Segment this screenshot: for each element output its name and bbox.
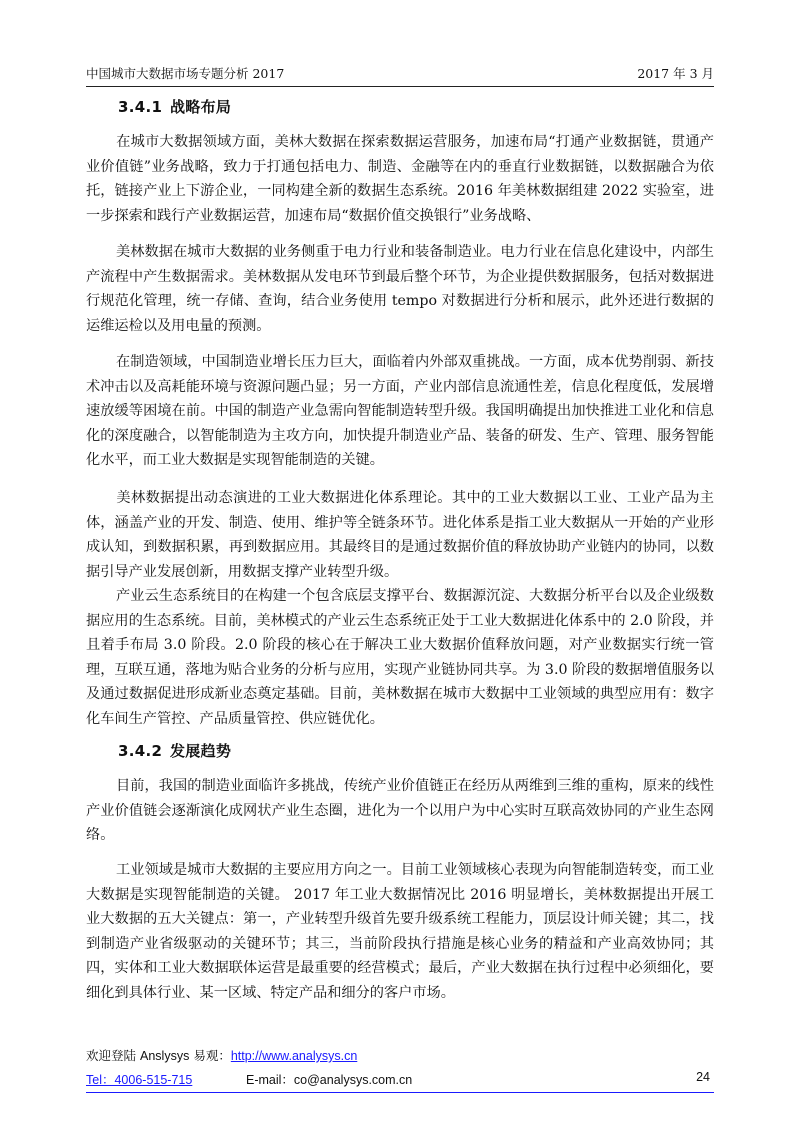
page-number: 24: [696, 1070, 710, 1084]
paragraph: 美林数据提出动态演进的工业大数据进化体系理论。其中的工业大数据以工业、工业产品为主体，涵盖产业的开发、制造、使用、维护等全链条环节。进化体系是指工业大数据从一开始的产业形成认知，到数据积累，再到数据应用。其最终目的是通过数据价值的释放协助产业链内的协同，以数据引导产业发展创新，用数据支撑产业转型升级。: [86, 490, 714, 580]
footer-url-link[interactable]: http://www.analysys.cn: [230, 1049, 358, 1063]
footer-tel-link[interactable]: Tel：4006-515-715: [86, 1073, 193, 1087]
section-title: 发展趋势: [170, 742, 232, 760]
header-title: 中国城市大数据市场专题分析 2017: [86, 66, 285, 81]
paragraph: 在制造领域，中国制造业增长压力巨大，面临着内外部双重挑战。一方面，成本优势削弱、新技术冲击以及高耗能环境与资源问题凸显；另一方面，产业内部信息流通性差，信息化程度低，发展增速放缓等困境在前。中国的制造产业急需向智能制造转型升级。我国明确提出加快推进工业化和信息化的深度融合，以智能制造为主攻方向，加快提升制造业产品、装备的研发、生产、管理、服务智能化水平，而工业大数据是实现智能制造的关键。: [86, 354, 714, 469]
footer-brand: Anslysys: [140, 1049, 190, 1063]
page-header: [86, 62, 714, 87]
footer-welcome: 欢迎登陆: [86, 1048, 137, 1063]
footer-view-label: 易观：: [193, 1048, 231, 1063]
header-date: 2017 年 3 月: [637, 66, 714, 81]
section-number: 3.4.1: [118, 98, 163, 116]
section-title: 战略布局: [170, 98, 232, 116]
section-heading-3-4-2: [118, 740, 231, 761]
paragraph: 在城市大数据领域方面，美林大数据在探索数据运营服务，加速布局“打通产业数据链，贯通产业价值链”业务战略，致力于打通包括电力、制造、金融等在内的垂直行业数据链，以数据融合为依托，链接产业上下游企业，一同构建全新的数据生态系统。2016 年美林数据组建 2022 实验室，进一步探索和践行产业数据运营，加速布局“数据价值交换银行”业务战略、: [86, 134, 714, 224]
footer-line-1: [86, 1046, 714, 1064]
paragraph: 目前，我国的制造业面临许多挑战，传统产业价值链正在经历从两维到三维的重构，原来的线性产业价值链会逐渐演化成网状产业生态圈，进化为一个以用户为中心实时互联高效协同的产业生态网络。: [86, 778, 714, 844]
paragraph: 美林数据在城市大数据的业务侧重于电力行业和装备制造业。电力行业在信息化建设中，内部生产流程中产生数据需求。美林数据从发电环节到最后整个环节，为企业提供数据服务，包括对数据进行规范化管理，统一存储、查询，结合业务使用 tempo 对数据进行分析和展示，此外还进行数据的运维运检以及用电量的预测。: [86, 244, 714, 334]
section-number: 3.4.2: [118, 742, 163, 760]
section-heading-3-4-1: [118, 96, 231, 117]
footer-line-2: [86, 1070, 714, 1093]
paragraph: 产业云生态系统目的在构建一个包含底层支撑平台、数据源沉淀、大数据分析平台以及企业级数据应用的生态系统。目前，美林模式的产业云生态系统正处于工业大数据进化体系中的 2.0 阶段，并且着手布局 3.0 阶段。2.0 阶段的核心在于解决工业大数据价值释放问题，对产业数据实行统一管理，互联互通，落地为贴合业务的分析与应用，实现产业链协同共享。为 3.0 阶段的数据增值服务以及通过数据促进形成新业态奠定基础。目前，美林数据在城市大数据中工业领域的典型应用有：数字化车间生产管控、产品质量管控、供应链优化。: [86, 588, 714, 727]
footer-email: E-mail：co@analysys.com.cn: [246, 1073, 413, 1087]
paragraph: 工业领域是城市大数据的主要应用方向之一。目前工业领域核心表现为向智能制造转变，而工业大数据是实现智能制造的关键。 2017 年工业大数据情况比 2016 明显增长，美林数据提出开展工业大数据的五大关键点：第一，产业转型升级首先要升级系统工程能力，顶层设计师关键；其二，找到制造产业省级驱动的关键环节；其三，当前阶段执行措施是核心业务的精益和产业高效协同；其四，实体和工业大数据联体运营是最重要的经营模式；最后，产业大数据在执行过程中必须细化，要细化到具体行业、某一区域、特定产品和细分的客户市场。: [86, 862, 714, 1001]
